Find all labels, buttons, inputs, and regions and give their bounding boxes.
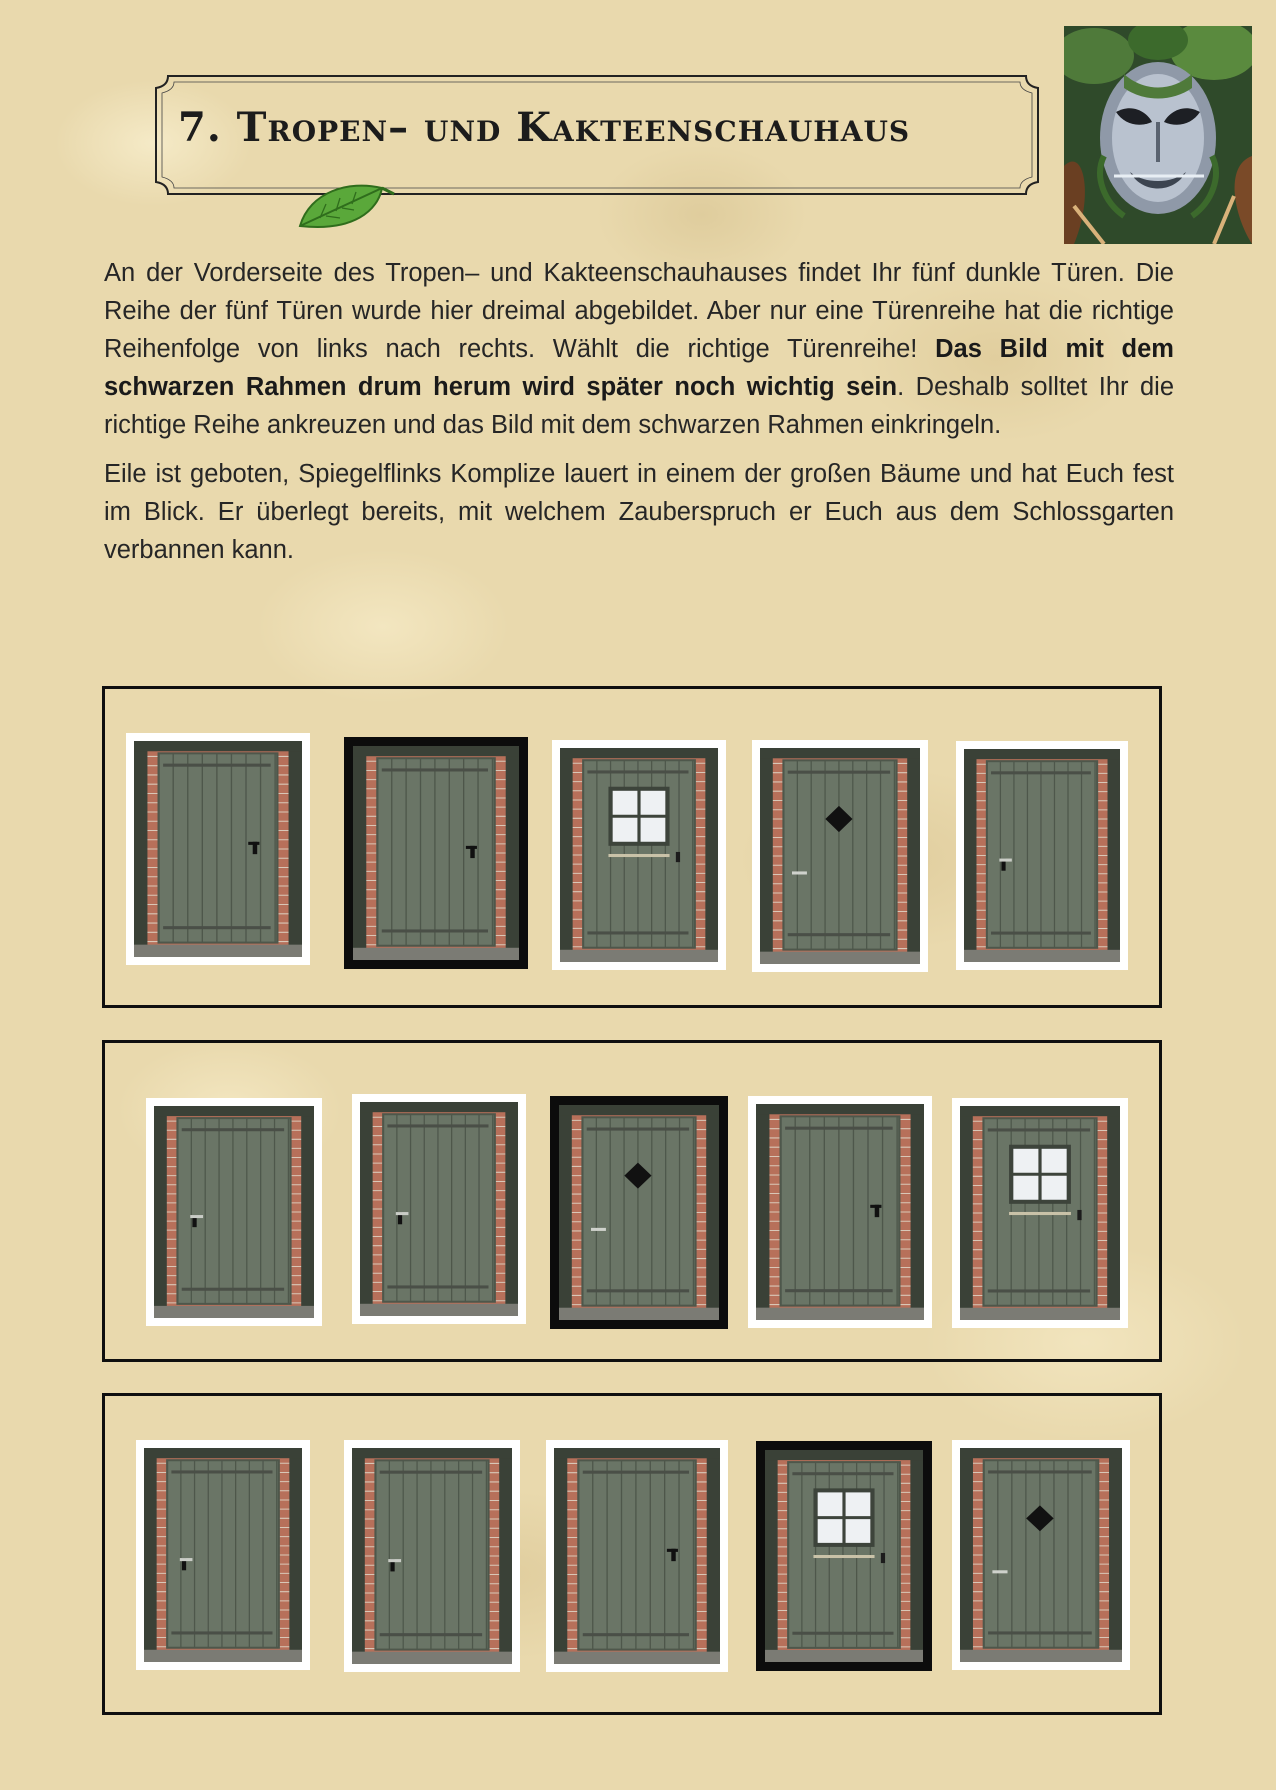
door-photo[interactable] — [756, 1441, 932, 1671]
door-photo[interactable] — [136, 1440, 310, 1670]
door-photo[interactable] — [952, 1098, 1128, 1328]
door-photo[interactable] — [126, 733, 310, 965]
door-photo[interactable] — [550, 1096, 728, 1329]
door-photo[interactable] — [952, 1440, 1130, 1670]
paragraph-1-emphasis: Das Bild mit dem schwarzen Rahmen drum herum wird später noch wichtig sein — [104, 335, 1174, 401]
door-photo[interactable] — [344, 737, 528, 969]
paragraph-1-text: An der Vorderseite des Tropen– und Kakteenschauhauses findet Ihr fünf dunkle Türen. Die Reihe der fünf Türen wurde hier dreimal abgebildet. Aber nur eine Türenreihe hat die richtige Reihenfolge von links nach rechts. Wählt die richtige Türenreihe! — [104, 259, 1174, 363]
door-photo[interactable] — [352, 1094, 526, 1324]
door-photo[interactable] — [146, 1098, 322, 1326]
door-photo[interactable] — [956, 741, 1128, 970]
door-photo[interactable] — [344, 1440, 520, 1672]
mask-illustration — [1064, 26, 1252, 244]
paragraph-2: Eile ist geboten, Spiegelflinks Komplize lauert in einem der großen Bäume und hat Euch fest im Blick. Er überlegt bereits, mit welchem Zauberspruch er Euch aus dem Schlossgarten verbannen kann. — [104, 460, 1174, 564]
page-title: 7. Tropen– und Kakteenschauhaus — [178, 104, 911, 151]
paragraph-1 — [104, 254, 1174, 444]
paragraph-1-text-end: . Deshalb solltet Ihr die richtige Reihe ankreuzen und das Bild mit dem schwarzen Rahmen einkringeln. — [104, 373, 1175, 439]
door-photo[interactable] — [752, 740, 928, 972]
instruction-text — [104, 254, 1174, 569]
door-photo[interactable] — [748, 1096, 932, 1328]
door-photo[interactable] — [546, 1440, 728, 1672]
title-banner — [154, 74, 1040, 196]
door-photo[interactable] — [552, 740, 726, 970]
leaf-icon — [296, 178, 396, 234]
